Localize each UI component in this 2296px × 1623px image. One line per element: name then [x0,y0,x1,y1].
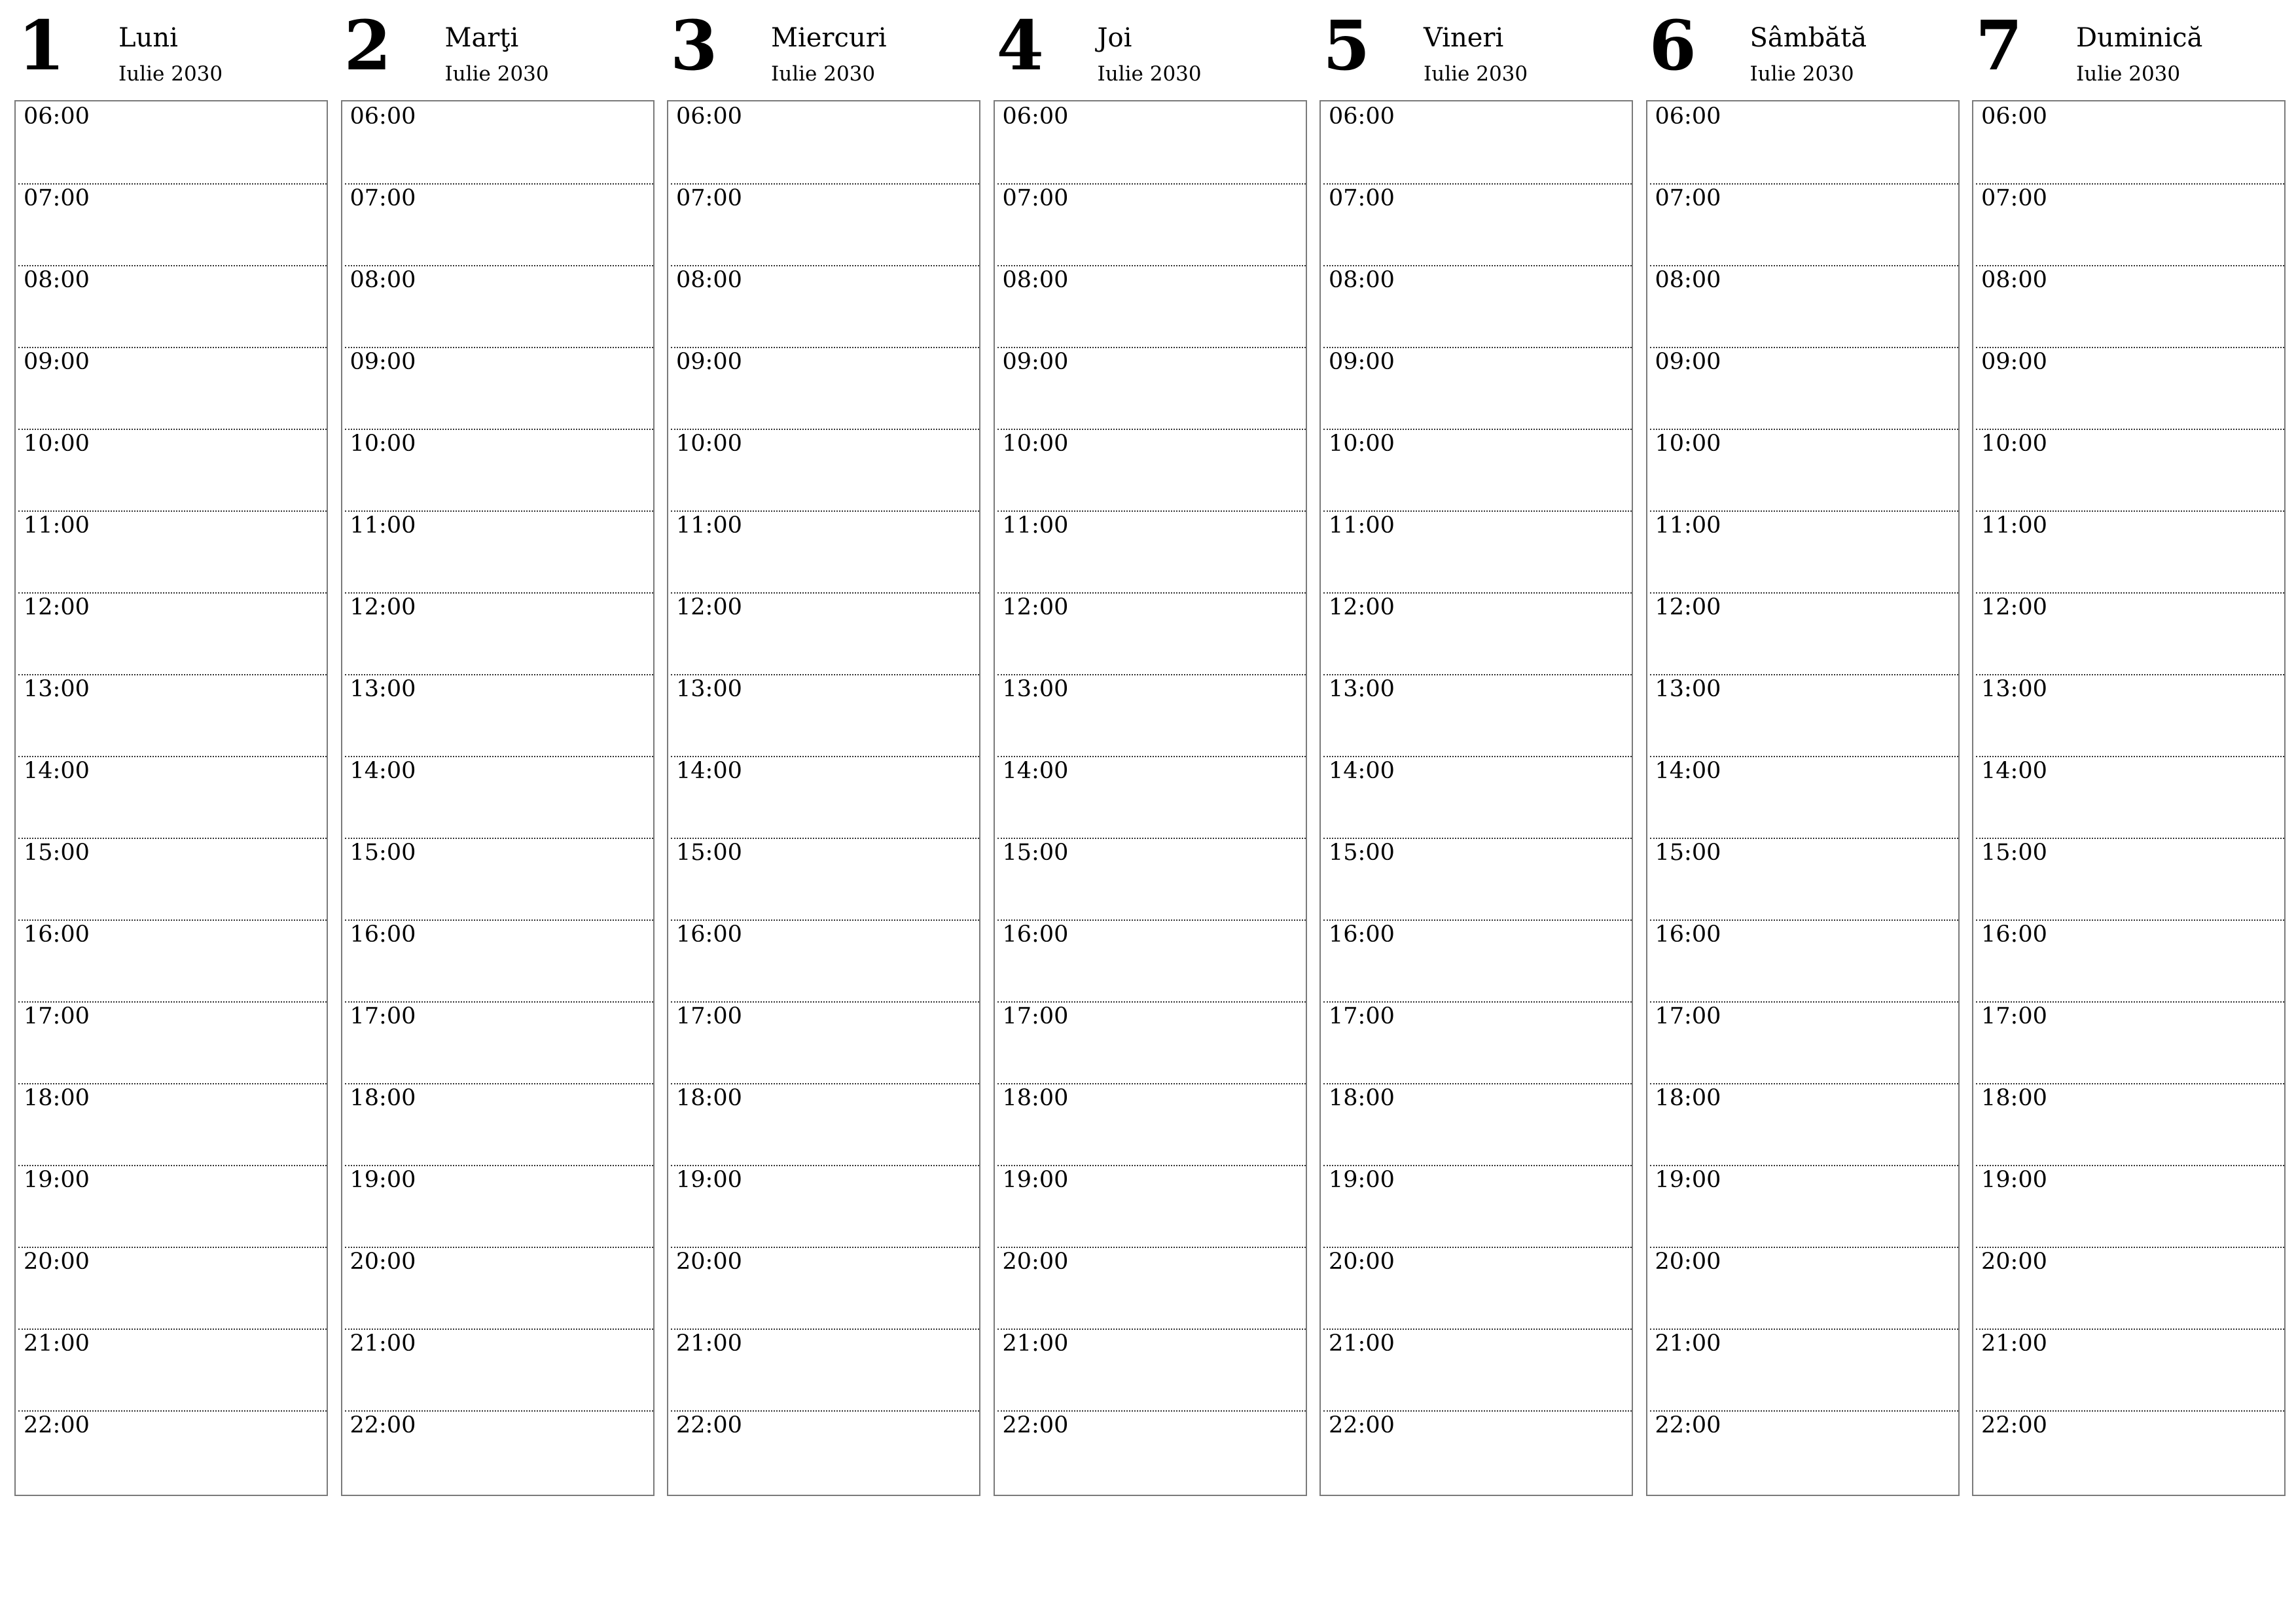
time-slot[interactable] [1323,592,1632,675]
time-slot[interactable] [1976,1329,2284,1412]
time-slot[interactable] [18,592,327,675]
time-slot[interactable] [18,101,327,185]
time-label: 07:00 [1329,185,1395,211]
time-label: 13:00 [676,676,742,702]
time-label: 15:00 [24,840,90,866]
day-column [14,0,328,1505]
time-label: 14:00 [1329,758,1395,784]
time-label: 07:00 [676,185,742,211]
time-label: 06:00 [1329,103,1395,130]
time-label: 11:00 [24,512,90,539]
time-slot[interactable] [1650,1165,1958,1248]
time-slot[interactable] [671,1001,979,1084]
time-slot[interactable] [1323,347,1632,430]
day-month-label: Iulie 2030 [1749,62,1854,86]
time-slot[interactable] [18,919,327,1003]
time-slot[interactable] [1650,674,1958,757]
time-slot[interactable] [997,1329,1306,1412]
time-slot[interactable] [18,347,327,430]
time-slot[interactable] [997,592,1306,675]
time-label: 10:00 [350,431,416,457]
time-label: 19:00 [1655,1167,1721,1193]
day-name: Marţi [444,23,519,53]
time-slot[interactable] [345,101,653,185]
time-slot[interactable] [1323,101,1632,185]
time-slot[interactable] [1976,1083,2284,1166]
time-label: 09:00 [1655,349,1721,375]
time-label: 07:00 [24,185,90,211]
time-label: 06:00 [1655,103,1721,130]
day-schedule-box [341,100,655,1496]
time-label: 09:00 [676,349,742,375]
time-slot[interactable] [671,101,979,185]
time-label: 08:00 [350,267,416,293]
time-slot[interactable] [18,1165,327,1248]
day-number: 1 [18,5,65,86]
time-label: 11:00 [1329,512,1395,539]
time-label: 16:00 [676,921,742,948]
time-label: 21:00 [1329,1330,1395,1357]
time-label: 17:00 [1981,1003,2047,1029]
time-slot[interactable] [345,1410,653,1492]
time-slot[interactable] [1976,756,2284,839]
time-label: 08:00 [1655,267,1721,293]
day-schedule-box [14,100,328,1496]
time-slot[interactable] [1323,510,1632,594]
time-label: 07:00 [1655,185,1721,211]
time-label: 11:00 [1002,512,1069,539]
time-slot[interactable] [1650,101,1958,185]
time-slot[interactable] [997,1247,1306,1330]
time-label: 20:00 [24,1249,90,1275]
time-slot[interactable] [1323,1410,1632,1492]
time-slot[interactable] [1323,674,1632,757]
time-label: 09:00 [350,349,416,375]
time-slot[interactable] [18,838,327,921]
time-slot[interactable] [1650,592,1958,675]
time-slot[interactable] [345,510,653,594]
time-label: 22:00 [1655,1412,1721,1438]
time-label: 12:00 [350,594,416,620]
time-slot[interactable] [1650,510,1958,594]
time-label: 12:00 [24,594,90,620]
day-column [341,0,655,1505]
time-label: 20:00 [1329,1249,1395,1275]
time-label: 22:00 [1329,1412,1395,1438]
time-label: 06:00 [1981,103,2047,130]
time-slot[interactable] [1323,838,1632,921]
day-name: Miercuri [771,23,887,53]
time-slot[interactable] [1650,1001,1958,1084]
time-label: 10:00 [24,431,90,457]
time-slot[interactable] [1650,1247,1958,1330]
time-slot[interactable] [345,674,653,757]
time-label: 14:00 [24,758,90,784]
time-slot[interactable] [345,756,653,839]
time-slot[interactable] [997,183,1306,266]
time-label: 09:00 [24,349,90,375]
time-slot[interactable] [18,674,327,757]
time-slot[interactable] [1650,429,1958,512]
time-slot[interactable] [671,429,979,512]
time-label: 15:00 [1655,840,1721,866]
time-label: 12:00 [1655,594,1721,620]
time-label: 18:00 [1329,1085,1395,1111]
time-label: 18:00 [1981,1085,2047,1111]
time-slot[interactable] [1323,1001,1632,1084]
time-label: 08:00 [1002,267,1069,293]
time-label: 06:00 [676,103,742,130]
time-slot[interactable] [345,1083,653,1166]
time-slot[interactable] [671,1247,979,1330]
time-label: 13:00 [1329,676,1395,702]
time-slot[interactable] [997,838,1306,921]
time-slot[interactable] [671,1165,979,1248]
time-label: 16:00 [1329,921,1395,948]
day-number: 7 [1975,5,2023,86]
time-slot[interactable] [1976,510,2284,594]
time-slot[interactable] [671,592,979,675]
day-header [994,0,1307,98]
time-slot[interactable] [997,265,1306,348]
time-slot[interactable] [671,510,979,594]
time-slot[interactable] [1976,592,2284,675]
time-label: 19:00 [1981,1167,2047,1193]
time-label: 19:00 [676,1167,742,1193]
time-label: 18:00 [676,1085,742,1111]
time-label: 15:00 [350,840,416,866]
time-label: 07:00 [1002,185,1069,211]
day-month-label: Iulie 2030 [771,62,876,86]
day-number: 3 [670,5,718,86]
time-label: 15:00 [1002,840,1069,866]
time-label: 09:00 [1002,349,1069,375]
time-label: 13:00 [350,676,416,702]
time-label: 12:00 [1329,594,1395,620]
time-label: 12:00 [1002,594,1069,620]
time-label: 16:00 [1002,921,1069,948]
time-slot[interactable] [345,592,653,675]
time-label: 10:00 [1981,431,2047,457]
time-label: 16:00 [350,921,416,948]
time-label: 09:00 [1329,349,1395,375]
day-header [667,0,980,98]
time-slot[interactable] [345,265,653,348]
time-slot[interactable] [1976,265,2284,348]
time-label: 07:00 [1981,185,2047,211]
time-label: 21:00 [1002,1330,1069,1357]
time-label: 21:00 [1655,1330,1721,1357]
time-slot[interactable] [18,1247,327,1330]
time-label: 20:00 [1002,1249,1069,1275]
time-slot[interactable] [1650,838,1958,921]
day-column [667,0,980,1505]
day-month-label: Iulie 2030 [2076,62,2181,86]
time-label: 18:00 [24,1085,90,1111]
time-label: 22:00 [350,1412,416,1438]
day-name: Sâmbătă [1749,23,1867,53]
day-schedule-box [994,100,1307,1496]
time-label: 10:00 [1655,431,1721,457]
time-label: 18:00 [1655,1085,1721,1111]
time-label: 20:00 [676,1249,742,1275]
time-label: 15:00 [676,840,742,866]
time-slot[interactable] [345,429,653,512]
time-slot[interactable] [997,1083,1306,1166]
time-slot[interactable] [671,756,979,839]
time-slot[interactable] [997,101,1306,185]
day-header [1972,0,2286,98]
time-label: 22:00 [1981,1412,2047,1438]
time-label: 06:00 [1002,103,1069,130]
time-label: 10:00 [1002,431,1069,457]
time-slot[interactable] [997,1410,1306,1492]
time-label: 19:00 [350,1167,416,1193]
day-month-label: Iulie 2030 [118,62,223,86]
time-slot[interactable] [997,919,1306,1003]
time-slot[interactable] [1323,919,1632,1003]
time-slot[interactable] [18,1083,327,1166]
day-column [1972,0,2286,1505]
time-slot[interactable] [1323,1165,1632,1248]
time-label: 11:00 [1981,512,2047,539]
day-name: Duminică [2076,23,2203,53]
day-header [14,0,328,98]
time-slot[interactable] [345,1247,653,1330]
time-label: 12:00 [1981,594,2047,620]
day-schedule-box [1646,100,1960,1496]
time-label: 06:00 [350,103,416,130]
time-label: 19:00 [1329,1167,1395,1193]
time-label: 14:00 [1002,758,1069,784]
time-slot[interactable] [1976,101,2284,185]
time-slot[interactable] [345,1001,653,1084]
day-column [994,0,1307,1505]
time-slot[interactable] [1976,1410,2284,1492]
time-label: 15:00 [1981,840,2047,866]
time-slot[interactable] [671,919,979,1003]
time-label: 21:00 [24,1330,90,1357]
time-label: 14:00 [1655,758,1721,784]
day-column [1319,0,1633,1505]
time-label: 08:00 [1981,267,2047,293]
day-month-label: Iulie 2030 [444,62,549,86]
time-slot[interactable] [1323,1329,1632,1412]
day-column [1646,0,1960,1505]
time-slot[interactable] [345,838,653,921]
time-slot[interactable] [18,183,327,266]
time-slot[interactable] [671,1410,979,1492]
time-label: 13:00 [1002,676,1069,702]
time-slot[interactable] [997,756,1306,839]
time-slot[interactable] [18,265,327,348]
time-slot[interactable] [1976,1001,2284,1084]
time-slot[interactable] [1323,265,1632,348]
day-month-label: Iulie 2030 [1097,62,1202,86]
time-label: 22:00 [1002,1412,1069,1438]
time-label: 21:00 [350,1330,416,1357]
time-label: 07:00 [350,185,416,211]
time-label: 11:00 [350,512,416,539]
time-label: 14:00 [676,758,742,784]
time-slot[interactable] [345,1165,653,1248]
time-label: 06:00 [24,103,90,130]
time-slot[interactable] [671,1329,979,1412]
day-number: 5 [1323,5,1371,86]
time-label: 13:00 [24,676,90,702]
time-slot[interactable] [1323,756,1632,839]
time-slot[interactable] [997,510,1306,594]
time-slot[interactable] [1650,1083,1958,1166]
time-slot[interactable] [345,1329,653,1412]
time-label: 13:00 [1981,676,2047,702]
time-label: 19:00 [1002,1167,1069,1193]
time-label: 08:00 [676,267,742,293]
day-header [1646,0,1960,98]
time-slot[interactable] [1976,674,2284,757]
time-slot[interactable] [1650,756,1958,839]
day-header [1319,0,1633,98]
time-label: 20:00 [350,1249,416,1275]
time-slot[interactable] [1323,1083,1632,1166]
time-label: 21:00 [676,1330,742,1357]
time-label: 11:00 [1655,512,1721,539]
time-slot[interactable] [18,1329,327,1412]
time-slot[interactable] [997,1165,1306,1248]
time-slot[interactable] [1976,919,2284,1003]
time-label: 22:00 [24,1412,90,1438]
time-label: 16:00 [1655,921,1721,948]
day-name: Luni [118,23,178,53]
time-slot[interactable] [1650,1410,1958,1492]
time-label: 17:00 [1002,1003,1069,1029]
time-slot[interactable] [671,183,979,266]
time-slot[interactable] [1323,429,1632,512]
time-slot[interactable] [1323,183,1632,266]
time-slot[interactable] [18,510,327,594]
time-slot[interactable] [1976,183,2284,266]
time-label: 08:00 [24,267,90,293]
day-number: 2 [344,5,391,86]
time-label: 13:00 [1655,676,1721,702]
time-label: 22:00 [676,1412,742,1438]
time-slot[interactable] [1650,919,1958,1003]
time-slot[interactable] [1650,1329,1958,1412]
time-slot[interactable] [671,1083,979,1166]
time-label: 15:00 [1329,840,1395,866]
day-name: Joi [1097,23,1132,53]
time-slot[interactable] [671,265,979,348]
time-label: 10:00 [676,431,742,457]
time-slot[interactable] [1976,1247,2284,1330]
day-number: 4 [996,5,1044,86]
time-slot[interactable] [1976,838,2284,921]
time-label: 17:00 [1655,1003,1721,1029]
time-label: 14:00 [1981,758,2047,784]
day-header [341,0,655,98]
time-label: 17:00 [350,1003,416,1029]
time-label: 20:00 [1655,1249,1721,1275]
time-slot[interactable] [671,347,979,430]
time-slot[interactable] [18,756,327,839]
time-slot[interactable] [997,347,1306,430]
time-label: 18:00 [1002,1085,1069,1111]
time-slot[interactable] [1976,1165,2284,1248]
time-label: 09:00 [1981,349,2047,375]
time-label: 08:00 [1329,267,1395,293]
time-slot[interactable] [18,1001,327,1084]
time-label: 11:00 [676,512,742,539]
time-label: 14:00 [350,758,416,784]
time-label: 19:00 [24,1167,90,1193]
time-slot[interactable] [1650,183,1958,266]
day-schedule-box [667,100,980,1496]
time-slot[interactable] [1650,265,1958,348]
day-number: 6 [1649,5,1696,86]
time-label: 16:00 [24,921,90,948]
time-slot[interactable] [345,347,653,430]
time-label: 18:00 [350,1085,416,1111]
time-slot[interactable] [997,429,1306,512]
day-schedule-box [1972,100,2286,1496]
time-slot[interactable] [1976,429,2284,512]
time-label: 17:00 [24,1003,90,1029]
day-month-label: Iulie 2030 [1424,62,1528,86]
time-label: 10:00 [1329,431,1395,457]
time-slot[interactable] [18,1410,327,1492]
time-slot[interactable] [997,1001,1306,1084]
time-label: 12:00 [676,594,742,620]
time-slot[interactable] [345,919,653,1003]
time-slot[interactable] [997,674,1306,757]
time-slot[interactable] [1323,1247,1632,1330]
time-slot[interactable] [671,674,979,757]
time-slot[interactable] [345,183,653,266]
time-label: 17:00 [1329,1003,1395,1029]
time-label: 16:00 [1981,921,2047,948]
time-slot[interactable] [1650,347,1958,430]
time-slot[interactable] [671,838,979,921]
day-name: Vineri [1424,23,1504,53]
day-schedule-box [1319,100,1633,1496]
time-label: 17:00 [676,1003,742,1029]
time-slot[interactable] [1976,347,2284,430]
time-slot[interactable] [18,429,327,512]
time-label: 20:00 [1981,1249,2047,1275]
time-label: 21:00 [1981,1330,2047,1357]
